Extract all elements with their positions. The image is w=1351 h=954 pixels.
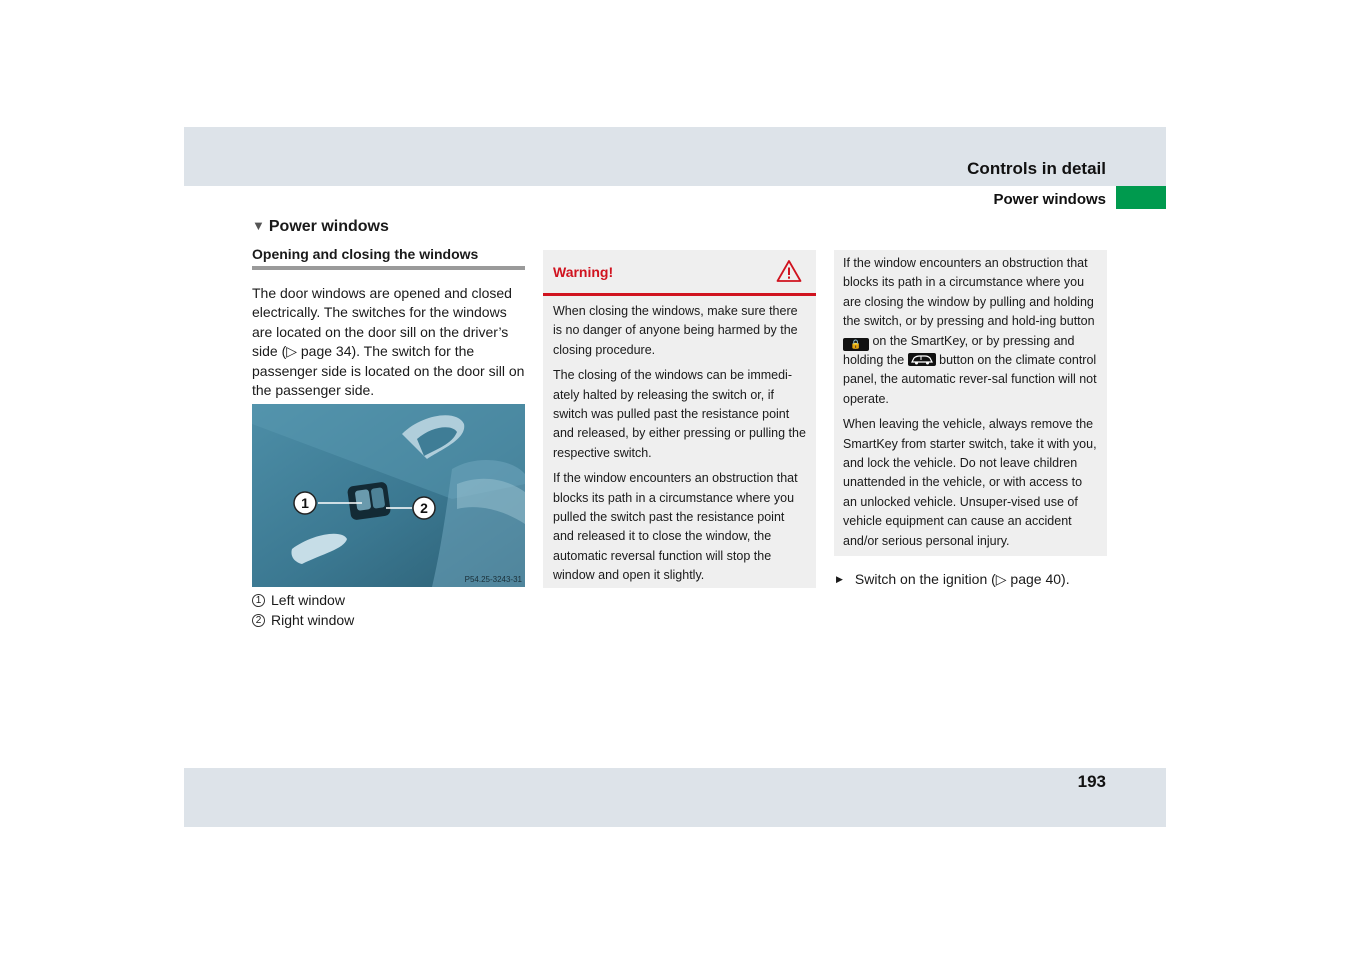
warning-paragraph: If the window encounters an obstruction that blocks its path in a circumstance where you pulled the switch past the resistance point and released it to close the window, the automatic reversal function will stop the window and open it slightly. bbox=[553, 471, 798, 583]
callout-2: 2 bbox=[420, 500, 428, 516]
info-body bbox=[834, 250, 1107, 551]
legend-label: Right window bbox=[271, 612, 355, 628]
page-number: 193 bbox=[1077, 772, 1106, 791]
heading-marker-icon: ▼ bbox=[252, 218, 265, 233]
section-title: Power windows bbox=[993, 191, 1106, 208]
section-heading-text: Power windows bbox=[268, 218, 389, 235]
car-window-icon bbox=[908, 353, 936, 366]
legend-number: 2 bbox=[252, 614, 265, 627]
legend-label: Left window bbox=[271, 592, 345, 608]
info-text: If the window encounters an obstruction that blocks its path in a circumstance where you are closing the window by pulling and holding the switch, or by pressing and hold-ing button bbox=[843, 256, 1095, 329]
warning-paragraph: When closing the windows, make sure there is no danger of anyone being harmed by the closing procedure. bbox=[553, 304, 798, 357]
step-arrow-icon: ▶ bbox=[836, 574, 843, 584]
info-paragraph: When leaving the vehicle, always remove the SmartKey from starter switch, take it with you, and lock the vehicle. Do not leave children unattended in the vehicle, or with access to an unlocked vehicle. Unsuper-vised use of vehicle equipment can cause an accident and/or serious personal injury. bbox=[843, 417, 1097, 548]
warning-box bbox=[543, 250, 816, 588]
chapter-title: Controls in detail bbox=[967, 159, 1106, 178]
warning-header bbox=[543, 250, 816, 296]
info-paragraph bbox=[843, 254, 1098, 409]
warning-body bbox=[543, 296, 816, 586]
legend-item-right-window bbox=[252, 612, 354, 628]
warning-triangle-icon bbox=[776, 259, 802, 283]
switch-photo bbox=[252, 404, 525, 587]
info-text: button on the climate control panel, the automatic rever-sal function will not operate. bbox=[843, 353, 1097, 406]
warning-label: Warning! bbox=[553, 264, 614, 280]
section-heading bbox=[252, 218, 389, 236]
step-text: Switch on the ignition (▷ page 40). bbox=[854, 571, 1070, 587]
info-text: on the SmartKey, or by pressing and holding the bbox=[843, 333, 1075, 368]
warning-paragraph: The closing of the windows can be immedi-ately halted by releasing the switch or, if switch was pulled past the resistance point and released, by either pressing or pulling the respective switch. bbox=[553, 368, 806, 460]
footer-band bbox=[184, 768, 1166, 827]
subheading: Opening and closing the windows bbox=[252, 246, 525, 270]
legend-item-left-window bbox=[252, 592, 345, 608]
step-instruction bbox=[836, 571, 1070, 588]
legend-number: 1 bbox=[252, 594, 265, 607]
callout-1: 1 bbox=[301, 495, 309, 511]
intro-paragraph: The door windows are opened and closed electrically. The switches for the windows are located on the door sill on the driver’s side (▷ page 34). The switch for the passenger side is located on the door sill on the passenger side. bbox=[252, 285, 525, 399]
left-column bbox=[252, 246, 525, 400]
lock-icon: 🔒 bbox=[843, 338, 869, 351]
chapter-tab bbox=[1116, 186, 1166, 209]
info-box bbox=[834, 250, 1107, 556]
figure-code: P54.25-3243-31 bbox=[464, 575, 522, 584]
